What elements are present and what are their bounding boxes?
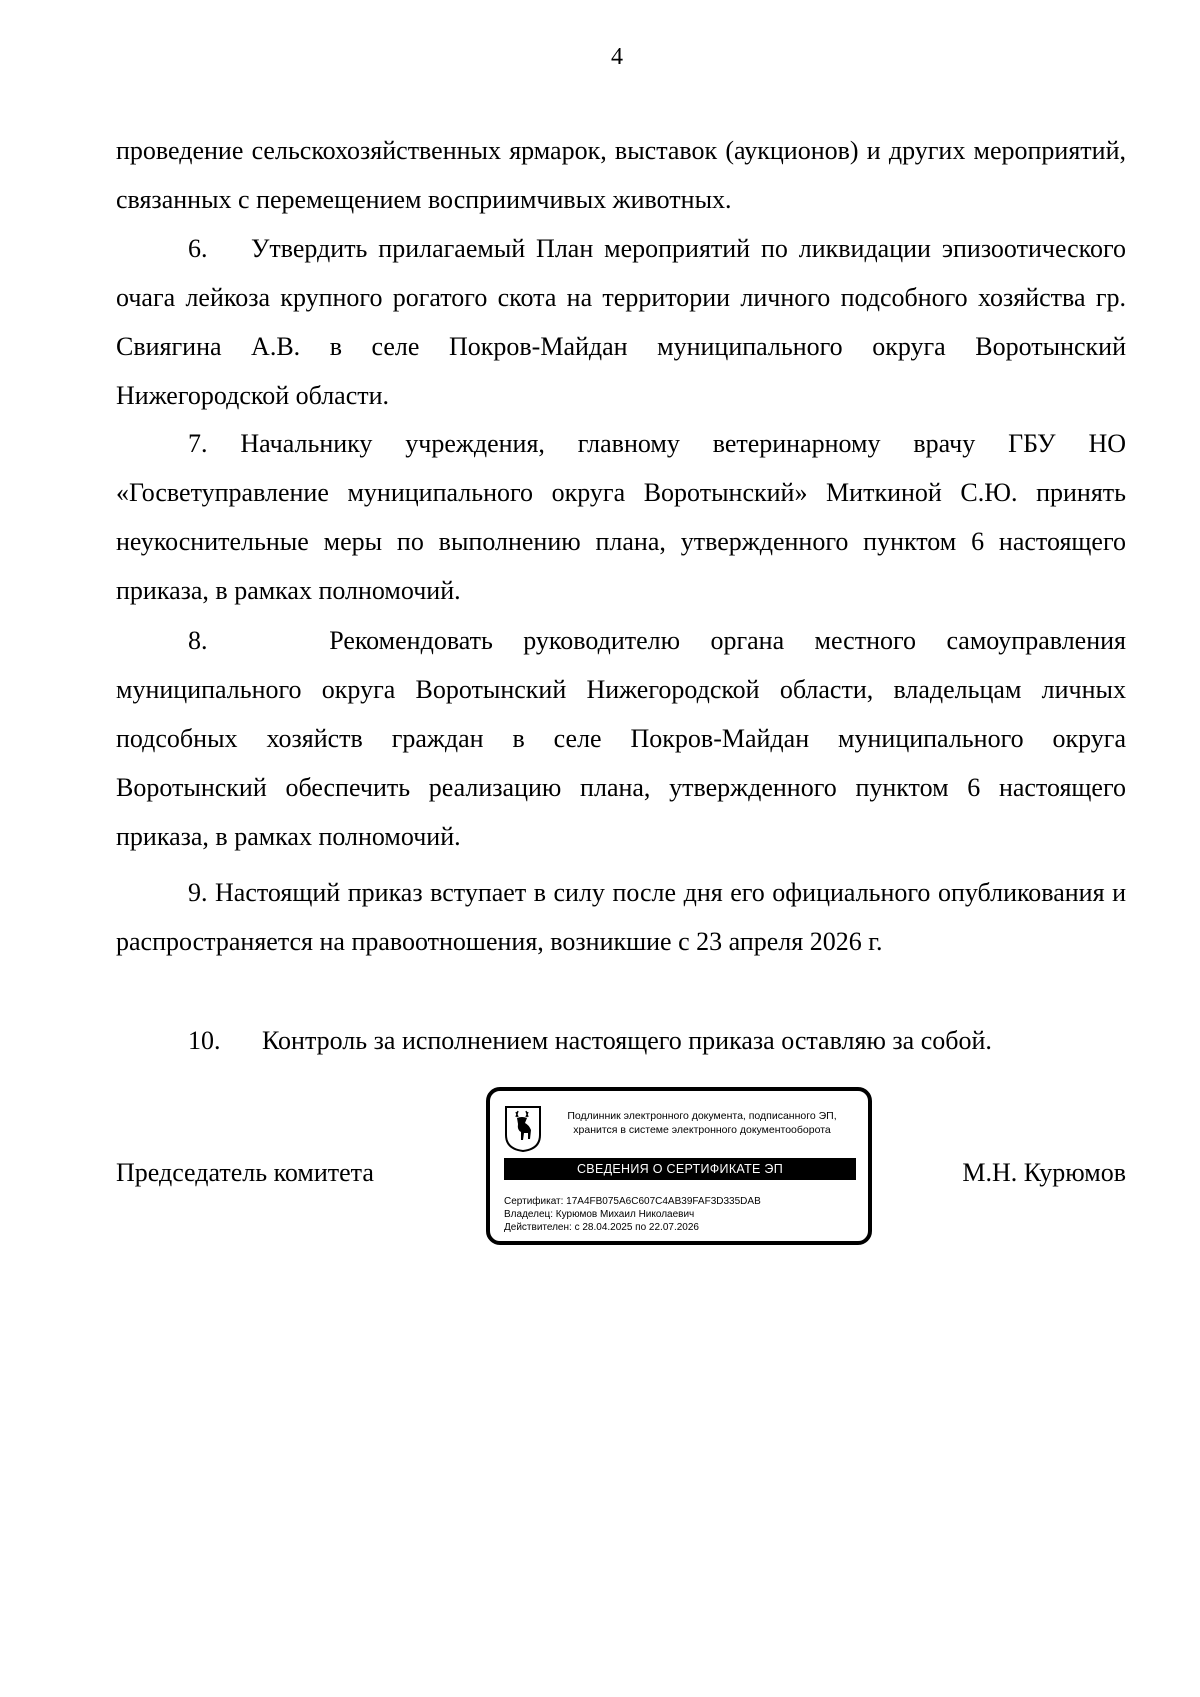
paragraph-continuation: проведение сельскохозяйственных ярмарок, выставок (аукционов) и других мероприятий, связанных с перемещением восприимчивых животных.: [116, 136, 1126, 214]
paragraph-9: 9. Настоящий приказ вступает в силу после дня его официального опубликования и распространяется на правоотношения, возникшие с 23 апреля 2026 г.: [116, 878, 1126, 956]
paragraph-7: 7. Начальнику учреждения, главному ветеринарному врачу ГБУ НО «Госветуправление муниципального округа Воротынский» Миткиной С.Ю. принять неукоснительные меры по выполнению плана, утвержденного пунктом 6 настоящего приказа, в рамках полномочий.: [116, 429, 1126, 605]
paragraph-6: 6. Утвердить прилагаемый План мероприятий по ликвидации эпизоотического очага лейкоза крупного рогатого скота на территории личного подсобного хозяйства гр. Свиягина А.В. в селе Покров-Майдан муниципального округа Воротынский Нижегородской области.: [116, 234, 1126, 410]
signer-name: М.Н. Курюмов: [962, 1158, 1126, 1187]
stamp-header: [552, 1109, 852, 1137]
electronic-signature-stamp: [486, 1087, 872, 1245]
signer-title: Председатель комитета: [116, 1158, 374, 1187]
stamp-header-line-2: хранится в системе электронного документооборота: [573, 1124, 831, 1136]
stamp-header-line-1: Подлинник электронного документа, подписанного ЭП,: [567, 1110, 837, 1122]
paragraph-8: 8. Рекомендовать руководителю органа местного самоуправления муниципального округа Воротынский Нижегородской области, владельцам личных подсобных хозяйств граждан в селе Покров-Майдан муниципального округа Воротынский обеспечить реализацию плана, утвержденного пунктом 6 настоящего приказа, в рамках полномочий.: [116, 626, 1126, 851]
certificate-details: [504, 1195, 761, 1234]
certificate-owner: Владелец: Курюмов Михаил Николаевич: [504, 1209, 695, 1220]
deer-coat-of-arms-icon: [504, 1105, 542, 1153]
certificate-number: Сертификат: 17A4FB075A6C607C4AB39FAF3D335DAB: [504, 1196, 761, 1207]
paragraph-10-number: 10.: [188, 1026, 221, 1055]
certificate-info-bar: СВЕДЕНИЯ О СЕРТИФИКАТЕ ЭП: [504, 1158, 856, 1180]
paragraph-10-text: Контроль за исполнением настоящего приказа оставляю за собой.: [262, 1026, 992, 1055]
certificate-validity: Действителен: с 28.04.2025 по 22.07.2026: [504, 1222, 699, 1233]
page-number: 4: [611, 44, 623, 70]
